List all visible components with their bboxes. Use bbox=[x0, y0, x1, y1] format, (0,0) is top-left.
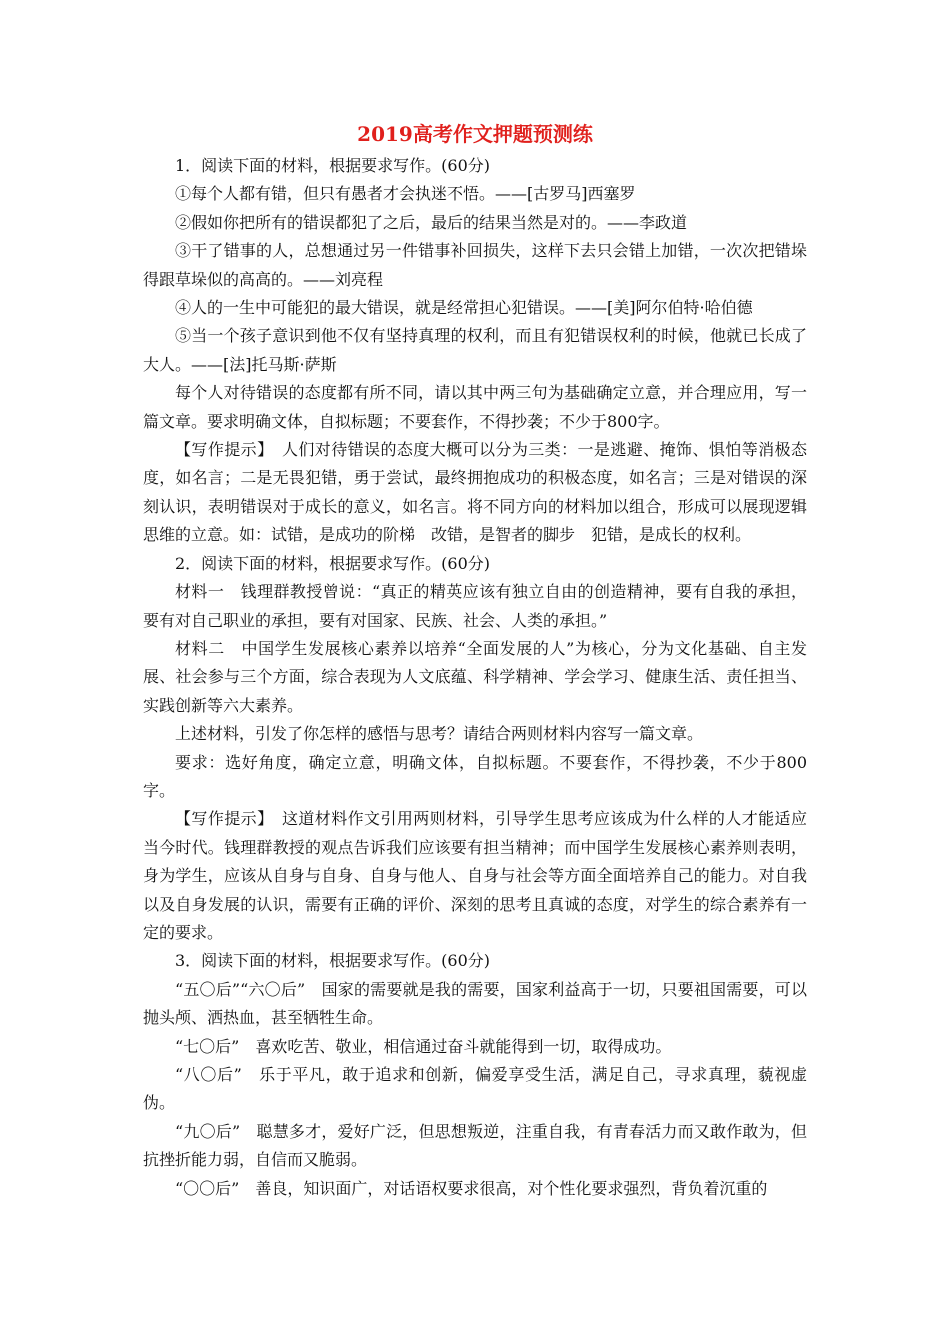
q2-requirement: 要求：选好角度，确定立意，明确文体，自拟标题。不要套作，不得抄袭，不少于800字。 bbox=[143, 752, 807, 800]
q1-tip-text: 人们对待错误的态度大概可以分为三类：一是逃避、掩饰、惧怕等消极态度，如名言；二是无畏犯错，勇于尝试，最终拥抱成功的积极态度，如名言；三是对错误的深刻认识，表明错误对于成长的意义，如名言。将不同方向的材料加以组合，形成可以展现逻辑思维的立意。如：试错，是成功的阶梯 改错，是智者的脚步 犯错，是成长的权利。 bbox=[143, 440, 807, 545]
q1-writing-tip bbox=[143, 436, 807, 550]
q2-question: 上述材料，引发了你怎样的感悟与思考？请结合两则材料内容写一篇文章。 bbox=[175, 724, 704, 744]
q3-item-80s: “八〇后” 乐于平凡，敢于追求和创新，偏爱享受生活，满足自己，寻求真理，藐视虚伪。 bbox=[143, 1065, 807, 1113]
q2-material-2: 材料二 中国学生发展核心素养以培养“全面发展的人”为核心，分为文化基础、自主发展、社会参与三个方面，综合表现为人文底蕴、科学精神、学会学习、健康生活、责任担当、实践创新等六大素养。 bbox=[143, 638, 807, 715]
q3-item-90s: “九〇后” 聪慧多才，爱好广泛，但思想叛逆，注重自我，有青春活力而又敢作敢为，但抗挫折能力弱，自信而又脆弱。 bbox=[143, 1121, 807, 1170]
q1-requirement: 每个人对待错误的态度都有所不同，请以其中两三句为基础确定立意，并合理应用，写一篇文章。要求明确文体，自拟标题；不要套作，不得抄袭；不少于800字。 bbox=[143, 383, 807, 431]
q1-tip-label: 【写作提示】 bbox=[175, 440, 266, 460]
q1-quote-4: ④人的一生中可能犯的最大错误，就是经常担心犯错误。——[美]阿尔伯特·哈伯德 bbox=[175, 298, 753, 318]
page-title: 2019高考作文押题预测练 bbox=[357, 122, 593, 146]
document-page bbox=[143, 118, 807, 1203]
q2-tip-label: 【写作提示】 bbox=[175, 809, 266, 829]
q3-item-00s: “〇〇后” 善良，知识面广，对话语权要求很高，对个性化要求强烈，背负着沉重的 bbox=[175, 1178, 768, 1198]
q1-quote-3: ③干了错事的人，总想通过另一件错事补回损失，这样下去只会错上加错，一次次把错垛得跟草垛似的高高的。——刘亮程 bbox=[143, 241, 807, 289]
q1-quote-1: ①每个人都有错，但只有愚者才会执迷不悟。——[古罗马]西塞罗 bbox=[175, 184, 636, 204]
q2-writing-tip bbox=[143, 805, 807, 947]
q3-item-70s: “七〇后” 喜欢吃苦、敬业，相信通过奋斗就能得到一切，取得成功。 bbox=[175, 1036, 672, 1056]
q1-prompt: 1．阅读下面的材料，根据要求写作。(60分) bbox=[175, 156, 491, 175]
q1-quote-5: ⑤当一个孩子意识到他不仅有坚持真理的权利，而且有犯错误权利的时候，他就已长成了大人。——[法]托马斯·萨斯 bbox=[143, 326, 807, 374]
q2-material-1: 材料一 钱理群教授曾说：“真正的精英应该有独立自由的创造精神，要有自我的承担，要有对自己职业的承担，要有对国家、民族、社会、人类的承担。” bbox=[143, 582, 807, 630]
q2-tip-text: 这道材料作文引用两则材料，引导学生思考应该成为什么样的人才能适应当今时代。钱理群教授的观点告诉我们应该要有担当精神；而中国学生发展核心素养则表明，身为学生，应该从自身与自身、自身与他人、自身与社会等方面全面培养自己的能力。对自我以及自身发展的认识，需要有正确的评价、深刻的思考且真诚的态度，对学生的综合素养有一定的要求。 bbox=[143, 809, 807, 942]
q1-quote-2: ②假如你把所有的错误都犯了之后，最后的结果当然是对的。——李政道 bbox=[175, 212, 688, 232]
q3-item-50s-60s: “五〇后”“六〇后” 国家的需要就是我的需要，国家利益高于一切，只要祖国需要，可以抛头颅、洒热血，甚至牺牲生命。 bbox=[143, 979, 807, 1028]
q3-prompt: 3．阅读下面的材料，根据要求写作。(60分) bbox=[175, 951, 491, 971]
q2-prompt: 2．阅读下面的材料，根据要求写作。(60分) bbox=[175, 553, 491, 573]
